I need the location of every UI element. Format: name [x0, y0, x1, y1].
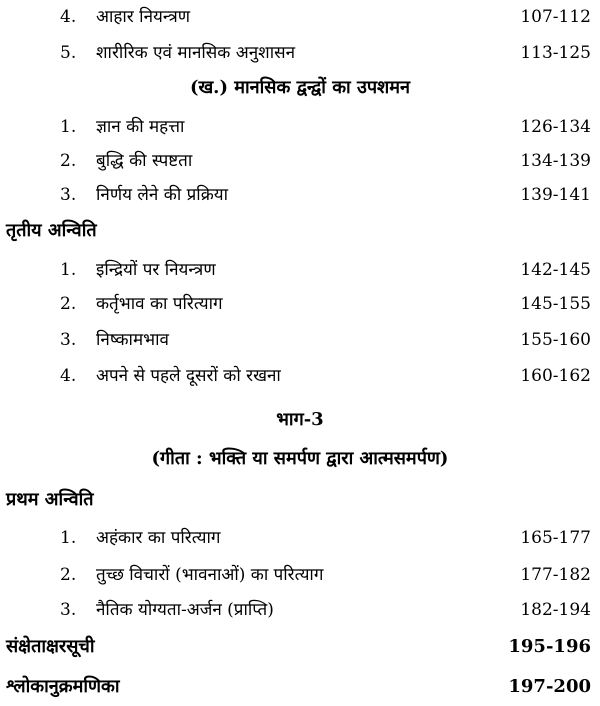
- entry-number: 3.: [60, 600, 77, 620]
- entry-title: ज्ञान की महत्ता: [96, 117, 185, 137]
- entry-pages: 113-125: [520, 43, 591, 63]
- toc-entry: [0, 36, 600, 70]
- back-matter-pages: 195-196: [508, 636, 591, 657]
- entry-number: 1.: [60, 528, 77, 548]
- entry-title: तुच्छ विचारों (भावनाओं) का परित्याग: [96, 565, 324, 585]
- back-matter-title: संक्षेताक्षरसूची: [6, 636, 95, 657]
- entry-pages: 160-162: [520, 366, 591, 386]
- entry-pages: 145-155: [520, 294, 591, 314]
- entry-pages: 177-182: [520, 565, 591, 585]
- toc-entry: [0, 144, 600, 178]
- section-heading: प्रथम अन्विति: [6, 489, 94, 510]
- entry-number: 2.: [60, 294, 77, 314]
- toc-entry: [0, 593, 600, 627]
- back-matter-entry: [0, 630, 600, 664]
- part-heading: भाग-3: [276, 409, 324, 430]
- entry-pages: 134-139: [520, 151, 591, 171]
- toc-entry: [0, 359, 600, 393]
- entry-title: इन्द्रियों पर नियन्त्रण: [96, 260, 216, 280]
- entry-title: अपने से पहले दूसरों को रखना: [96, 366, 281, 386]
- entry-title: अहंकार का परित्याग: [96, 528, 221, 548]
- entry-pages: 182-194: [520, 600, 591, 620]
- toc-entry: [0, 253, 600, 287]
- entry-title: निष्कामभाव: [96, 330, 169, 350]
- section-heading: तृतीय अन्विति: [6, 220, 97, 241]
- back-matter-entry: [0, 670, 600, 704]
- part-subheading: (गीता : भक्ति या समर्पण द्वारा आत्मसमर्पण): [151, 448, 449, 469]
- entry-title: नैतिक योग्यता-अर्जन (प्राप्ति): [96, 600, 274, 620]
- entry-number: 2.: [60, 151, 77, 171]
- entry-pages: 142-145: [520, 260, 591, 280]
- back-matter-pages: 197-200: [508, 676, 591, 697]
- entry-number: 3.: [60, 185, 77, 205]
- entry-pages: 155-160: [520, 330, 591, 350]
- back-matter-title: श्लोकानुक्रमणिका: [6, 676, 120, 697]
- entry-pages: 165-177: [520, 528, 591, 548]
- entry-title: कर्तृभाव का परित्याग: [96, 294, 223, 314]
- entry-pages: 139-141: [520, 185, 591, 205]
- entry-number: 1.: [60, 117, 77, 137]
- entry-number: 4.: [60, 366, 77, 386]
- entry-pages: 107-112: [520, 7, 591, 27]
- toc-entry: [0, 323, 600, 357]
- entry-title: आहार नियन्त्रण: [96, 7, 191, 27]
- entry-title: शारीरिक एवं मानसिक अनुशासन: [96, 43, 296, 63]
- toc-entry: [0, 178, 600, 212]
- entry-title: निर्णय लेने की प्रक्रिया: [96, 185, 229, 205]
- toc-entry: [0, 287, 600, 321]
- toc-entry: [0, 0, 600, 34]
- entry-number: 3.: [60, 330, 77, 350]
- entry-number: 2.: [60, 565, 77, 585]
- entry-number: 1.: [60, 260, 77, 280]
- subsection-heading: (ख.) मानसिक द्वन्द्वों का उपशमन: [189, 77, 411, 98]
- entry-number: 5.: [60, 43, 77, 63]
- entry-pages: 126-134: [520, 117, 591, 137]
- toc-entry: [0, 110, 600, 144]
- entry-number: 4.: [60, 7, 77, 27]
- entry-title: बुद्धि की स्पष्टता: [96, 151, 193, 171]
- toc-entry: [0, 521, 600, 555]
- toc-entry: [0, 558, 600, 592]
